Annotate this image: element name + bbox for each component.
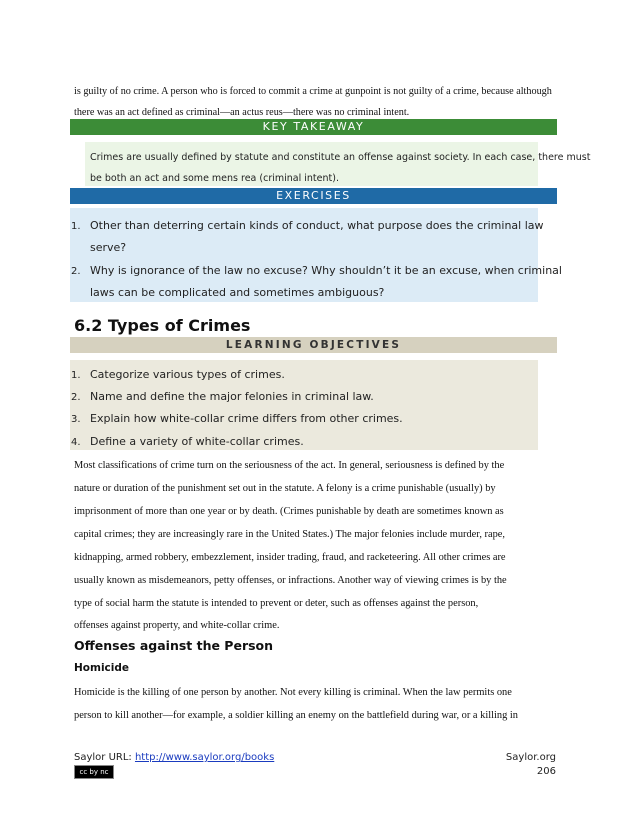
exercises-banner: EXERCISES (70, 188, 557, 204)
list-number: 1. (71, 370, 81, 381)
exercise-item: Other than deterring certain kinds of conduct, what purpose does the criminal law (90, 219, 544, 232)
learning-objectives-banner: LEARNING OBJECTIVES (70, 337, 557, 353)
paragraph-line: person to kill another—for example, a soldier killing an enemy on the battlefield during war, or a killing in (74, 710, 518, 721)
page-number: 206 (536, 766, 556, 777)
paragraph-line: usually known as misdemeanors, petty offenses, or infractions. Another way of viewing crimes is by the (74, 575, 507, 586)
list-number: 1. (71, 221, 81, 232)
exercise-item: laws can be complicated and sometimes ambiguous? (90, 286, 385, 299)
list-number: 4. (71, 437, 81, 448)
paragraph-line: kidnapping, armed robbery, embezzlement, insider trading, fraud, and racketeering. All other crimes are (74, 552, 506, 563)
paragraph-line: Most classifications of crime turn on the seriousness of the act. In general, seriousness is defined by the (74, 460, 505, 471)
saylor-books-link[interactable]: http://www.saylor.org/books (134, 752, 275, 763)
subsection-title: Offenses against the Person (74, 638, 274, 653)
key-takeaway-banner: KEY TAKEAWAY (70, 119, 557, 135)
key-takeaway-text: be both an act and some mens rea (criminal intent). (90, 173, 339, 184)
objective-item: Name and define the major felonies in criminal law. (90, 390, 374, 403)
paragraph-line: nature or duration of the punishment set out in the statute. A felony is a crime punishable (usually) by (74, 483, 496, 494)
intro-line: is guilty of no crime. A person who is forced to commit a crime at gunpoint is not guilty of a crime, because although (74, 86, 552, 97)
paragraph-line: imprisonment of more than one year or by death. (Crimes punishable by death are sometimes known as (74, 506, 504, 517)
paragraph-line: offenses against property, and white-collar crime. (74, 620, 280, 631)
objective-item: Explain how white-collar crime differs from other crimes. (90, 412, 403, 425)
key-takeaway-text: Crimes are usually defined by statute and constitute an offense against society. In each case, there must (90, 152, 591, 163)
list-number: 2. (71, 392, 81, 403)
list-number: 2. (71, 266, 81, 277)
objective-item: Define a variety of white-collar crimes. (90, 435, 304, 448)
exercise-item: serve? (90, 241, 127, 254)
paragraph-line: capital crimes; they are increasingly rare in the United States.) The major felonies include murder, rape, (74, 529, 506, 540)
intro-line: there was an act defined as criminal—an actus reus—there was no criminal intent. (74, 107, 410, 118)
paragraph-line: type of social harm the statute is intended to prevent or deter, such as offenses against the person, (74, 598, 479, 609)
section-title: 6.2 Types of Crimes (74, 316, 251, 335)
objective-item: Categorize various types of crimes. (90, 368, 285, 381)
subsubsection-title: Homicide (74, 662, 130, 674)
list-number: 3. (71, 414, 81, 425)
paragraph-line: Homicide is the killing of one person by another. Not every killing is criminal. When the law permits one (74, 687, 512, 698)
footer-url-label: Saylor URL: (74, 752, 135, 763)
footer-url (74, 752, 274, 763)
creative-commons-icon: cc by nc sa (74, 765, 114, 779)
exercise-item: Why is ignorance of the law no excuse? Why shouldn’t it be an excuse, when criminal (90, 264, 562, 277)
footer-site: Saylor.org (505, 752, 556, 763)
